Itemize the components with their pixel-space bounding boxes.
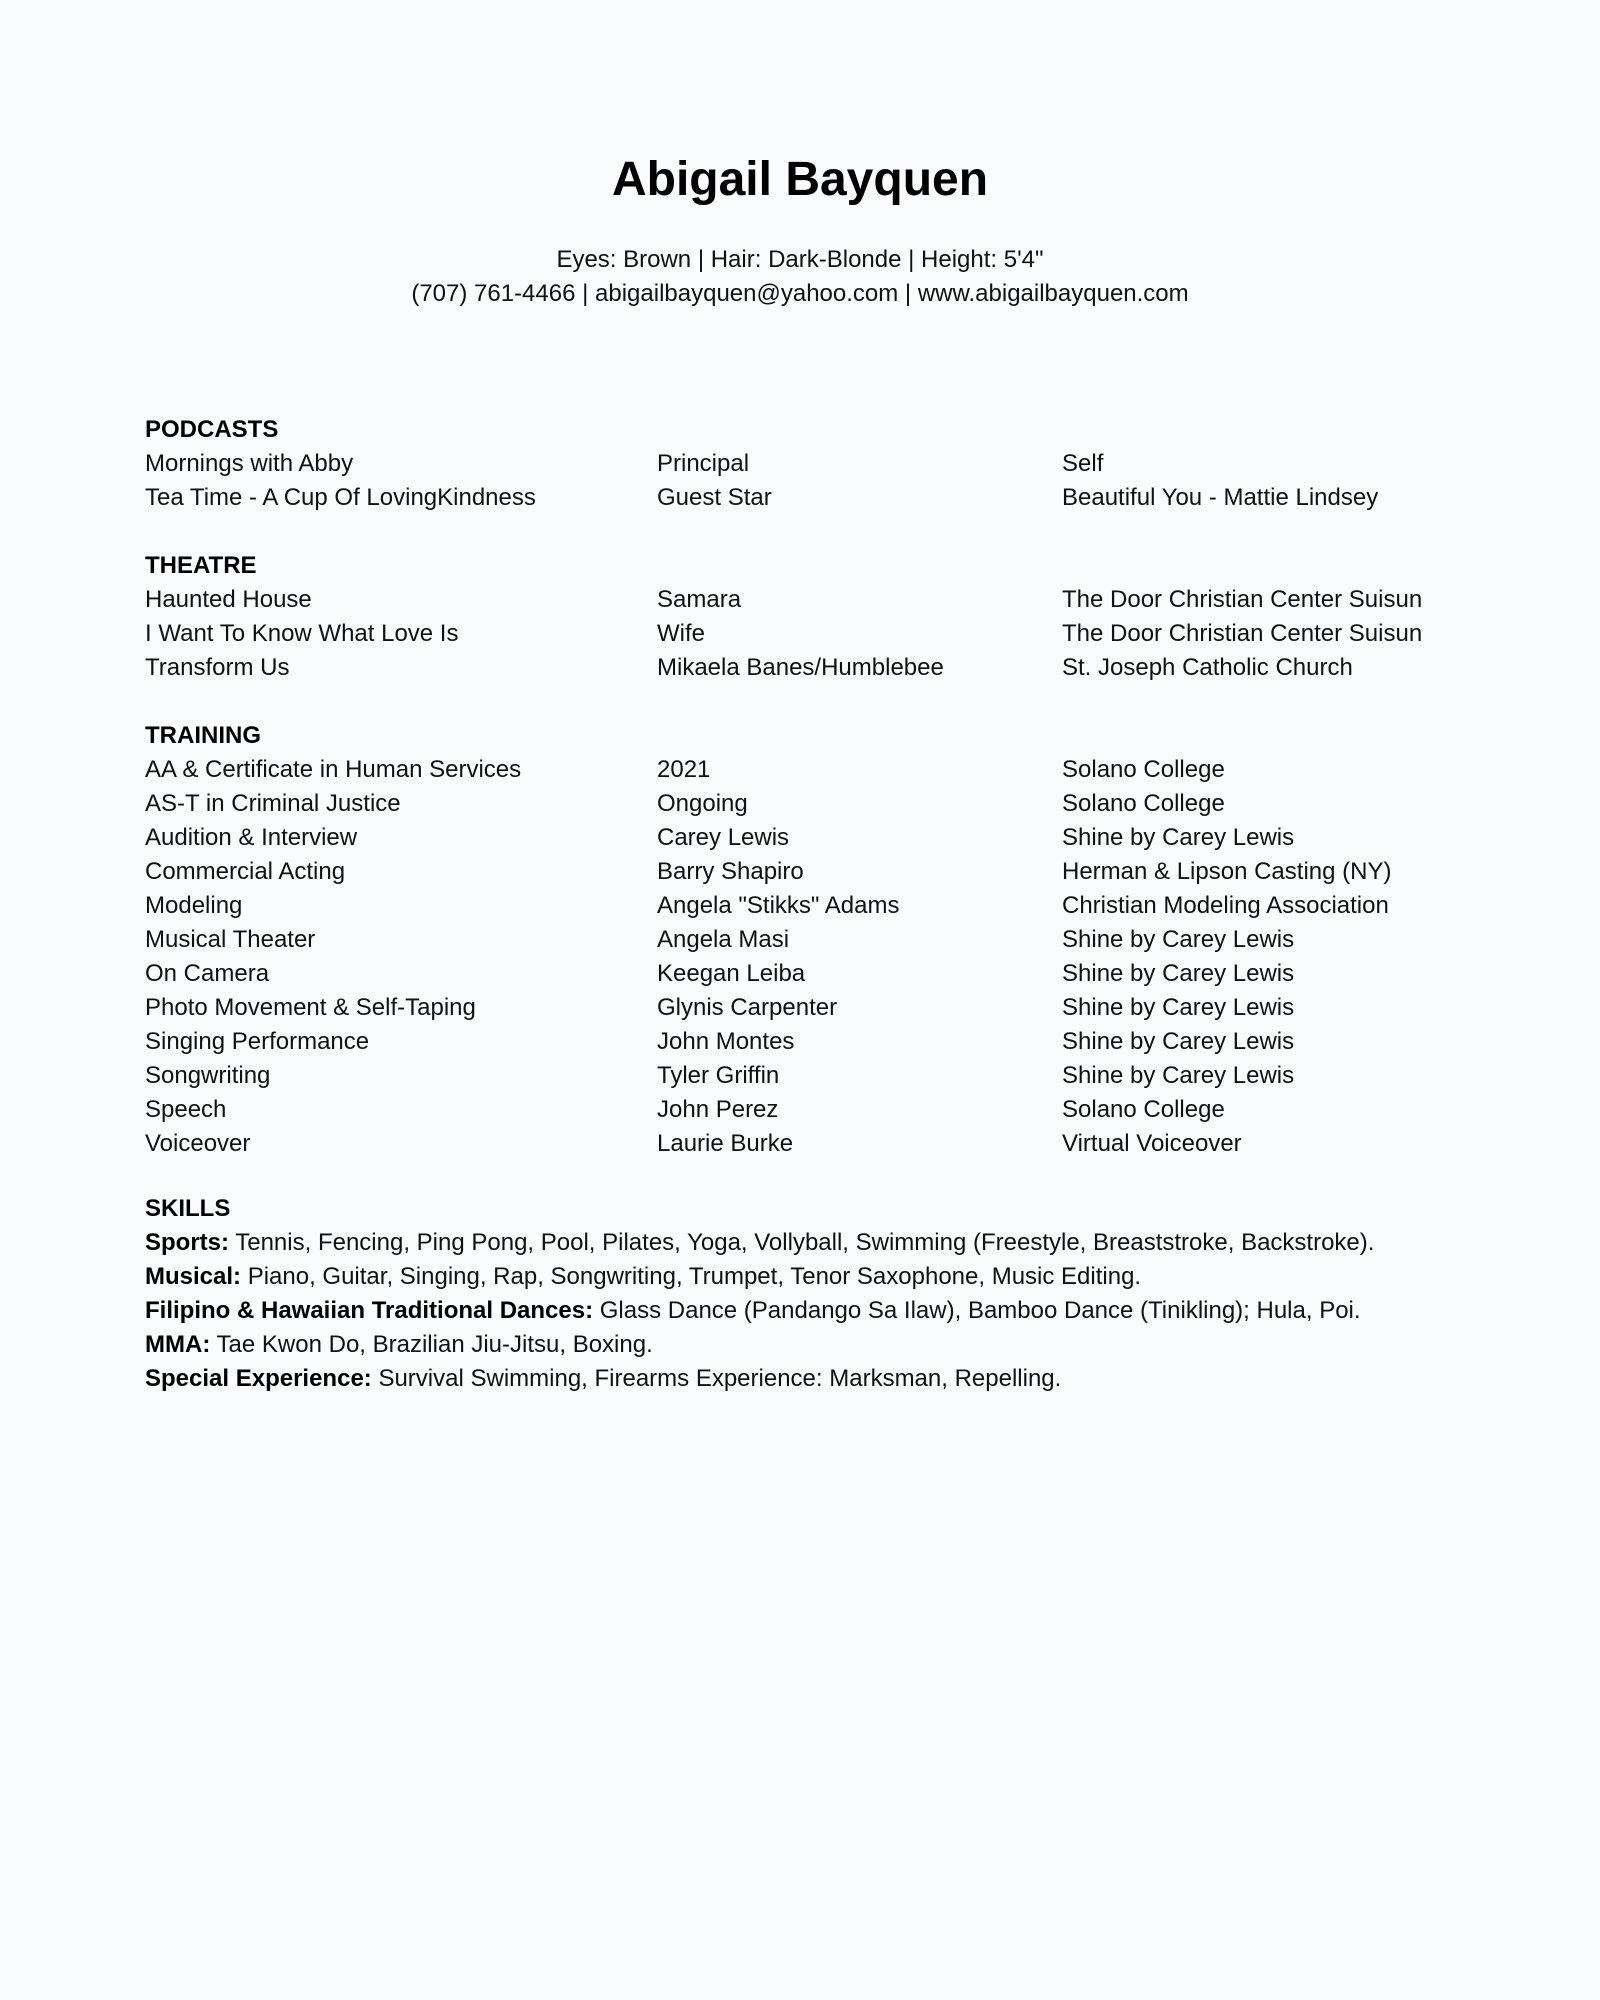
training-row <box>145 1025 1465 1059</box>
training-row <box>145 1059 1465 1093</box>
physical-stats: Eyes: Brown | Hair: Dark-Blonde | Height: 5'4" <box>556 246 1044 273</box>
resume-name: Abigail Bayquen <box>611 153 989 206</box>
training-school: Shine by Carey Lewis <box>1062 1062 1295 1089</box>
credit-role: Mikaela Banes/Humblebee <box>657 654 944 681</box>
training-subject: Musical Theater <box>145 926 316 953</box>
skills-section <box>145 1192 1465 1396</box>
skill-line-musical <box>145 1260 1465 1294</box>
credit-title: I Want To Know What Love Is <box>145 620 459 647</box>
credit-row <box>145 481 1465 515</box>
skill-text: Tennis, Fencing, Ping Pong, Pool, Pilates, Yoga, Vollyball, Swimming (Freestyle, Breaststroke, Backstroke). <box>229 1229 1375 1256</box>
credit-venue: The Door Christian Center Suisun <box>1062 620 1423 647</box>
training-school: Solano College <box>1062 1096 1225 1123</box>
training-subject: Audition & Interview <box>145 824 358 851</box>
training-school: Shine by Carey Lewis <box>1062 960 1295 987</box>
podcasts-section <box>145 413 1465 515</box>
training-instructor: Angela Masi <box>657 926 790 953</box>
credit-role: Samara <box>657 586 742 613</box>
training-subject: Voiceover <box>145 1130 251 1157</box>
training-instructor: Angela "Stikks" Adams <box>657 892 900 919</box>
contact-info: (707) 761-4466 | abigailbayquen@yahoo.com | www.abigailbayquen.com <box>411 280 1189 307</box>
training-subject: Songwriting <box>145 1062 271 1089</box>
training-row <box>145 889 1465 923</box>
skill-label: MMA: <box>145 1331 211 1358</box>
training-instructor: Barry Shapiro <box>657 858 804 885</box>
training-instructor: Carey Lewis <box>657 824 790 851</box>
training-instructor: John Montes <box>657 1028 795 1055</box>
training-school: Solano College <box>1062 756 1225 783</box>
training-instructor: Glynis Carpenter <box>657 994 838 1021</box>
credit-row <box>145 447 1465 481</box>
training-instructor: Keegan Leiba <box>657 960 806 987</box>
section-heading: PODCASTS <box>145 416 279 443</box>
credit-venue: The Door Christian Center Suisun <box>1062 586 1423 613</box>
training-school: Christian Modeling Association <box>1062 892 1389 919</box>
skill-text: Tae Kwon Do, Brazilian Jiu-Jitsu, Boxing. <box>210 1331 653 1358</box>
training-row <box>145 991 1465 1025</box>
skill-line-dances <box>145 1294 1465 1328</box>
training-school: Solano College <box>1062 790 1225 817</box>
skill-label: Musical: <box>145 1263 242 1290</box>
training-subject: Modeling <box>145 892 243 919</box>
training-row <box>145 1093 1465 1127</box>
training-row <box>145 923 1465 957</box>
credit-title: Transform Us <box>145 654 290 681</box>
training-row <box>145 787 1465 821</box>
training-instructor: 2021 <box>657 756 711 783</box>
skill-label: Sports: <box>145 1229 229 1256</box>
training-subject: Speech <box>145 1096 227 1123</box>
training-row <box>145 855 1465 889</box>
skill-line-mma <box>145 1328 1465 1362</box>
skill-label: Special Experience: <box>145 1365 372 1392</box>
credit-row <box>145 651 1465 685</box>
training-instructor: John Perez <box>657 1096 779 1123</box>
training-row <box>145 957 1465 991</box>
training-school: Shine by Carey Lewis <box>1062 1028 1295 1055</box>
section-heading: SKILLS <box>145 1195 231 1222</box>
credit-title: Haunted House <box>145 586 312 613</box>
section-heading: TRAINING <box>145 722 261 749</box>
credit-venue: St. Joseph Catholic Church <box>1062 654 1353 681</box>
credit-title: Tea Time - A Cup Of LovingKindness <box>145 484 536 511</box>
credit-venue: Self <box>1062 450 1104 477</box>
training-school: Shine by Carey Lewis <box>1062 994 1295 1021</box>
skill-text: Survival Swimming, Firearms Experience: Marksman, Repelling. <box>371 1365 1062 1392</box>
credit-role: Principal <box>657 450 750 477</box>
credit-role: Guest Star <box>657 484 772 511</box>
training-school: Shine by Carey Lewis <box>1062 824 1295 851</box>
credit-row <box>145 583 1465 617</box>
training-subject: On Camera <box>145 960 270 987</box>
training-school: Shine by Carey Lewis <box>1062 926 1295 953</box>
training-subject: AA & Certificate in Human Services <box>145 756 522 783</box>
training-instructor: Laurie Burke <box>657 1130 794 1157</box>
credit-role: Wife <box>657 620 705 647</box>
training-subject: Photo Movement & Self-Taping <box>145 994 476 1021</box>
skill-label: Filipino & Hawaiian Traditional Dances: <box>145 1297 594 1324</box>
skill-line-special-experience <box>145 1362 1465 1396</box>
section-heading: THEATRE <box>145 552 257 579</box>
training-school: Virtual Voiceover <box>1062 1130 1242 1157</box>
training-row <box>145 1127 1465 1161</box>
skill-line-sports <box>145 1226 1465 1260</box>
theatre-section <box>145 549 1465 685</box>
skill-text: Glass Dance (Pandango Sa Ilaw), Bamboo Dance (Tinikling); Hula, Poi. <box>593 1297 1361 1324</box>
training-row <box>145 821 1465 855</box>
skill-text: Piano, Guitar, Singing, Rap, Songwriting, Trumpet, Tenor Saxophone, Music Editing. <box>241 1263 1142 1290</box>
training-row <box>145 753 1465 787</box>
credit-row <box>145 617 1465 651</box>
training-subject: Singing Performance <box>145 1028 370 1055</box>
credit-title: Mornings with Abby <box>145 450 354 477</box>
training-subject: AS-T in Criminal Justice <box>145 790 401 817</box>
training-subject: Commercial Acting <box>145 858 346 885</box>
credit-venue: Beautiful You - Mattie Lindsey <box>1062 484 1379 511</box>
training-school: Herman & Lipson Casting (NY) <box>1062 858 1392 885</box>
training-instructor: Ongoing <box>657 790 748 817</box>
training-section <box>145 719 1465 1161</box>
training-instructor: Tyler Griffin <box>657 1062 780 1089</box>
